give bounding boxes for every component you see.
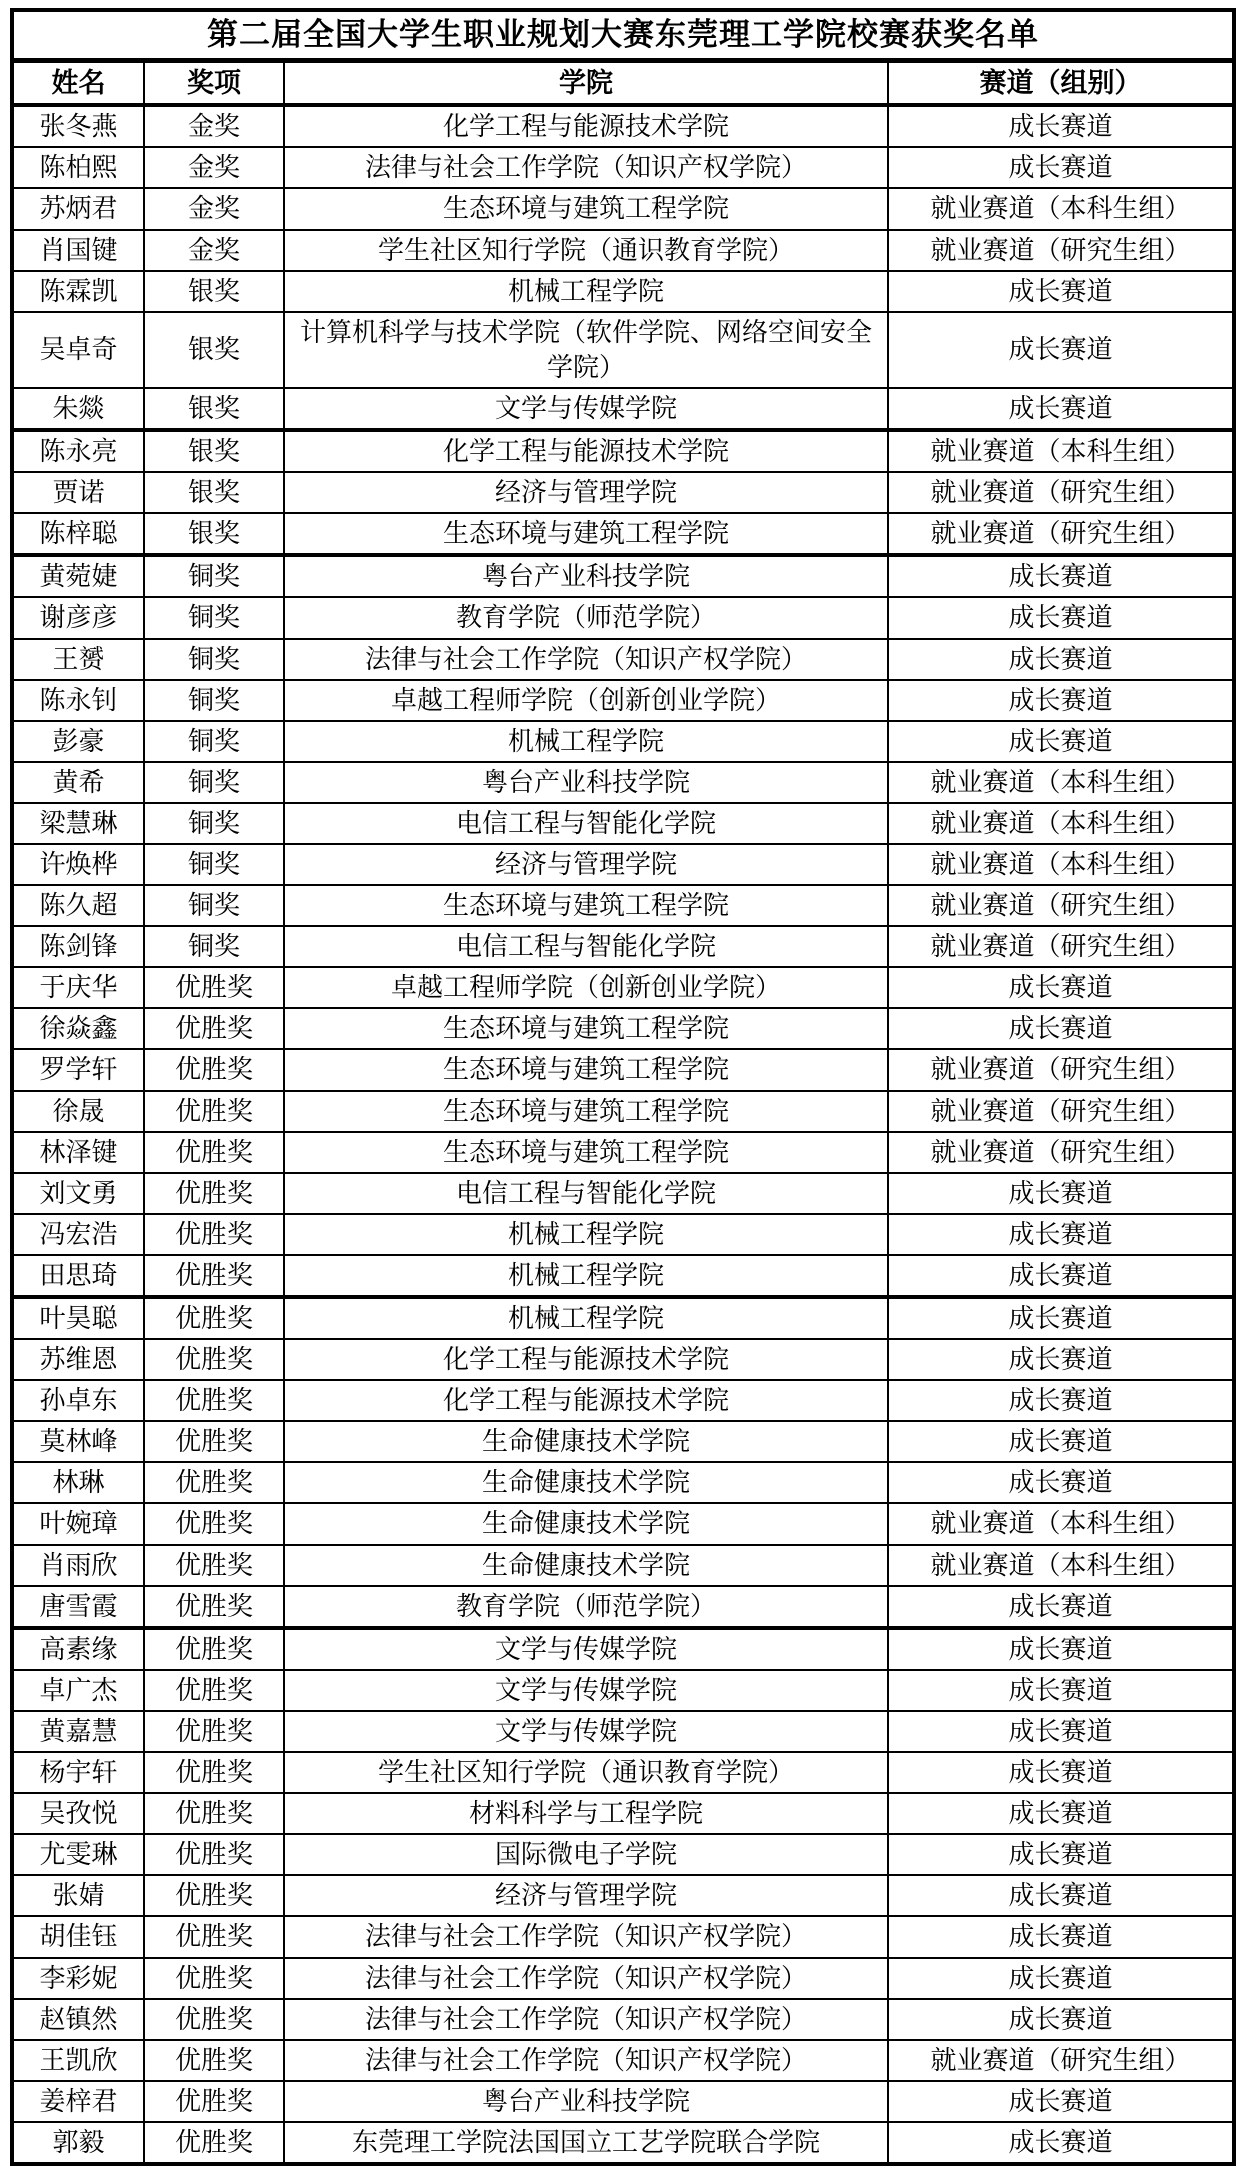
college-cell: 文学与传媒学院 <box>284 388 888 430</box>
track-cell: 成长赛道 <box>888 1628 1234 1670</box>
college-cell: 生态环境与建筑工程学院 <box>284 1091 888 1132</box>
track-cell: 成长赛道 <box>888 1421 1234 1462</box>
table-row <box>12 597 1234 638</box>
college-cell: 粤台产业科技学院 <box>284 2081 888 2122</box>
track-cell: 成长赛道 <box>888 105 1234 147</box>
table-row <box>12 430 1234 472</box>
column-header-name: 姓名 <box>12 60 144 105</box>
award-cell: 优胜奖 <box>144 1380 284 1421</box>
college-cell: 生态环境与建筑工程学院 <box>284 188 888 229</box>
award-cell: 优胜奖 <box>144 1008 284 1049</box>
award-cell: 铜奖 <box>144 555 284 597</box>
college-cell: 教育学院（师范学院） <box>284 597 888 638</box>
track-cell: 就业赛道（研究生组） <box>888 1132 1234 1173</box>
award-cell: 铜奖 <box>144 926 284 967</box>
award-cell: 优胜奖 <box>144 1462 284 1503</box>
column-header-award: 奖项 <box>144 60 284 105</box>
table-row <box>12 1999 1234 2040</box>
table-row <box>12 1670 1234 1711</box>
name-cell: 吴孜悦 <box>12 1793 144 1834</box>
name-cell: 黄菀婕 <box>12 555 144 597</box>
college-cell: 卓越工程师学院（创新创业学院） <box>284 967 888 1008</box>
college-cell: 文学与传媒学院 <box>284 1711 888 1752</box>
table-row <box>12 1173 1234 1214</box>
name-cell: 姜梓君 <box>12 2081 144 2122</box>
college-cell: 化学工程与能源技术学院 <box>284 1339 888 1380</box>
table-row <box>12 1462 1234 1503</box>
track-cell: 就业赛道（研究生组） <box>888 230 1234 271</box>
name-cell: 黄希 <box>12 762 144 803</box>
college-cell: 电信工程与智能化学院 <box>284 803 888 844</box>
award-cell: 优胜奖 <box>144 1999 284 2040</box>
table-row <box>12 762 1234 803</box>
name-cell: 莫林峰 <box>12 1421 144 1462</box>
track-cell: 成长赛道 <box>888 1670 1234 1711</box>
college-cell: 化学工程与能源技术学院 <box>284 430 888 472</box>
table-row <box>12 926 1234 967</box>
name-cell: 赵镇然 <box>12 1999 144 2040</box>
track-cell: 成长赛道 <box>888 1793 1234 1834</box>
name-cell: 陈永钊 <box>12 680 144 721</box>
college-cell: 生命健康技术学院 <box>284 1503 888 1544</box>
college-cell: 粤台产业科技学院 <box>284 555 888 597</box>
name-cell: 卓广杰 <box>12 1670 144 1711</box>
table-row <box>12 271 1234 312</box>
award-cell: 优胜奖 <box>144 1339 284 1380</box>
column-header-track: 赛道（组别） <box>888 60 1234 105</box>
award-cell: 优胜奖 <box>144 1049 284 1090</box>
award-cell: 优胜奖 <box>144 1916 284 1957</box>
table-title: 第二届全国大学生职业规划大赛东莞理工学院校赛获奖名单 <box>12 10 1234 60</box>
name-cell: 苏炳君 <box>12 188 144 229</box>
name-cell: 李彩妮 <box>12 1958 144 1999</box>
name-cell: 胡佳钰 <box>12 1916 144 1957</box>
award-cell: 银奖 <box>144 312 284 388</box>
track-cell: 成长赛道 <box>888 1834 1234 1875</box>
table-row <box>12 1091 1234 1132</box>
college-cell: 法律与社会工作学院（知识产权学院） <box>284 147 888 188</box>
college-cell: 法律与社会工作学院（知识产权学院） <box>284 1958 888 1999</box>
table-row <box>12 803 1234 844</box>
table-row <box>12 967 1234 1008</box>
track-cell: 成长赛道 <box>888 597 1234 638</box>
name-cell: 朱燚 <box>12 388 144 430</box>
name-cell: 叶婉璋 <box>12 1503 144 1544</box>
track-cell: 成长赛道 <box>888 967 1234 1008</box>
name-cell: 张冬燕 <box>12 105 144 147</box>
table-row <box>12 844 1234 885</box>
table-row <box>12 1752 1234 1793</box>
name-cell: 徐焱鑫 <box>12 1008 144 1049</box>
college-cell: 材料科学与工程学院 <box>284 1793 888 1834</box>
track-cell: 成长赛道 <box>888 1462 1234 1503</box>
table-row <box>12 105 1234 147</box>
track-cell: 成长赛道 <box>888 639 1234 680</box>
name-cell: 田思琦 <box>12 1255 144 1297</box>
college-cell: 生态环境与建筑工程学院 <box>284 1132 888 1173</box>
award-cell: 优胜奖 <box>144 1297 284 1339</box>
track-cell: 成长赛道 <box>888 1214 1234 1255</box>
track-cell: 成长赛道 <box>888 1173 1234 1214</box>
table-row <box>12 1380 1234 1421</box>
track-cell: 成长赛道 <box>888 1958 1234 1999</box>
table-row <box>12 2122 1234 2164</box>
table-row <box>12 230 1234 271</box>
college-cell: 法律与社会工作学院（知识产权学院） <box>284 1916 888 1957</box>
college-cell: 文学与传媒学院 <box>284 1670 888 1711</box>
award-cell: 铜奖 <box>144 680 284 721</box>
award-cell: 铜奖 <box>144 721 284 762</box>
track-cell: 成长赛道 <box>888 271 1234 312</box>
table-row <box>12 1049 1234 1090</box>
table-row <box>12 388 1234 430</box>
award-cell: 金奖 <box>144 105 284 147</box>
college-cell: 电信工程与智能化学院 <box>284 1173 888 1214</box>
name-cell: 彭豪 <box>12 721 144 762</box>
table-row <box>12 513 1234 555</box>
award-cell: 铜奖 <box>144 885 284 926</box>
college-cell: 机械工程学院 <box>284 1297 888 1339</box>
award-cell: 铜奖 <box>144 803 284 844</box>
name-cell: 叶昊聪 <box>12 1297 144 1339</box>
award-cell: 优胜奖 <box>144 1875 284 1916</box>
table-row <box>12 639 1234 680</box>
name-cell: 徐晟 <box>12 1091 144 1132</box>
name-cell: 许焕桦 <box>12 844 144 885</box>
college-cell: 机械工程学院 <box>284 721 888 762</box>
track-cell: 成长赛道 <box>888 1711 1234 1752</box>
college-cell: 学生社区知行学院（通识教育学院） <box>284 1752 888 1793</box>
college-cell: 生命健康技术学院 <box>284 1421 888 1462</box>
track-cell: 成长赛道 <box>888 1380 1234 1421</box>
college-cell: 化学工程与能源技术学院 <box>284 105 888 147</box>
track-cell: 成长赛道 <box>888 555 1234 597</box>
name-cell: 尤雯琳 <box>12 1834 144 1875</box>
college-cell: 学生社区知行学院（通识教育学院） <box>284 230 888 271</box>
award-cell: 优胜奖 <box>144 1173 284 1214</box>
track-cell: 成长赛道 <box>888 1339 1234 1380</box>
college-cell: 生态环境与建筑工程学院 <box>284 513 888 555</box>
award-cell: 铜奖 <box>144 762 284 803</box>
track-cell: 就业赛道（研究生组） <box>888 885 1234 926</box>
track-cell: 成长赛道 <box>888 1875 1234 1916</box>
award-cell: 优胜奖 <box>144 1834 284 1875</box>
name-cell: 林泽键 <box>12 1132 144 1173</box>
name-cell: 陈柏熙 <box>12 147 144 188</box>
track-cell: 成长赛道 <box>888 1297 1234 1339</box>
college-cell: 法律与社会工作学院（知识产权学院） <box>284 639 888 680</box>
column-header-college: 学院 <box>284 60 888 105</box>
award-cell: 优胜奖 <box>144 2040 284 2081</box>
name-cell: 陈梓聪 <box>12 513 144 555</box>
award-cell: 优胜奖 <box>144 2122 284 2164</box>
name-cell: 冯宏浩 <box>12 1214 144 1255</box>
table-row <box>12 1421 1234 1462</box>
table-row <box>12 147 1234 188</box>
track-cell: 成长赛道 <box>888 1008 1234 1049</box>
award-cell: 优胜奖 <box>144 1670 284 1711</box>
track-cell: 成长赛道 <box>888 1255 1234 1297</box>
college-cell: 电信工程与智能化学院 <box>284 926 888 967</box>
college-cell: 机械工程学院 <box>284 1255 888 1297</box>
college-cell: 计算机科学与技术学院（软件学院、网络空间安全学院） <box>284 312 888 388</box>
award-cell: 银奖 <box>144 513 284 555</box>
track-cell: 成长赛道 <box>888 680 1234 721</box>
track-cell: 就业赛道（研究生组） <box>888 513 1234 555</box>
table-header-row <box>12 60 1234 105</box>
college-cell: 经济与管理学院 <box>284 1875 888 1916</box>
name-cell: 梁慧琳 <box>12 803 144 844</box>
name-cell: 陈霖凯 <box>12 271 144 312</box>
award-cell: 金奖 <box>144 188 284 229</box>
table-row <box>12 1793 1234 1834</box>
award-cell: 银奖 <box>144 388 284 430</box>
track-cell: 成长赛道 <box>888 388 1234 430</box>
track-cell: 成长赛道 <box>888 1999 1234 2040</box>
table-title-row <box>12 10 1234 60</box>
college-cell: 粤台产业科技学院 <box>284 762 888 803</box>
name-cell: 孙卓东 <box>12 1380 144 1421</box>
track-cell: 就业赛道（研究生组） <box>888 1049 1234 1090</box>
table-row <box>12 721 1234 762</box>
college-cell: 生命健康技术学院 <box>284 1545 888 1586</box>
award-cell: 优胜奖 <box>144 967 284 1008</box>
track-cell: 成长赛道 <box>888 2122 1234 2164</box>
table-row <box>12 188 1234 229</box>
table-row <box>12 680 1234 721</box>
table-row <box>12 1834 1234 1875</box>
name-cell: 郭毅 <box>12 2122 144 2164</box>
award-cell: 优胜奖 <box>144 2081 284 2122</box>
track-cell: 成长赛道 <box>888 721 1234 762</box>
college-cell: 经济与管理学院 <box>284 472 888 513</box>
table-row <box>12 1214 1234 1255</box>
award-cell: 优胜奖 <box>144 1752 284 1793</box>
track-cell: 成长赛道 <box>888 1916 1234 1957</box>
table-row <box>12 1503 1234 1544</box>
table-row <box>12 1875 1234 1916</box>
award-cell: 金奖 <box>144 147 284 188</box>
award-cell: 优胜奖 <box>144 1958 284 1999</box>
name-cell: 黄嘉慧 <box>12 1711 144 1752</box>
award-cell: 优胜奖 <box>144 1793 284 1834</box>
college-cell: 法律与社会工作学院（知识产权学院） <box>284 1999 888 2040</box>
table-row <box>12 885 1234 926</box>
table-row <box>12 312 1234 388</box>
college-cell: 文学与传媒学院 <box>284 1628 888 1670</box>
award-cell: 银奖 <box>144 430 284 472</box>
track-cell: 就业赛道（本科生组） <box>888 1503 1234 1544</box>
award-table <box>10 8 1236 2166</box>
table-row <box>12 1545 1234 1586</box>
track-cell: 就业赛道（本科生组） <box>888 1545 1234 1586</box>
name-cell: 吴卓奇 <box>12 312 144 388</box>
table-row <box>12 1255 1234 1297</box>
track-cell: 就业赛道（本科生组） <box>888 430 1234 472</box>
track-cell: 就业赛道（本科生组） <box>888 188 1234 229</box>
track-cell: 就业赛道（研究生组） <box>888 926 1234 967</box>
award-cell: 优胜奖 <box>144 1132 284 1173</box>
college-cell: 生态环境与建筑工程学院 <box>284 1049 888 1090</box>
track-cell: 就业赛道（研究生组） <box>888 2040 1234 2081</box>
name-cell: 陈剑锋 <box>12 926 144 967</box>
track-cell: 成长赛道 <box>888 2081 1234 2122</box>
award-cell: 铜奖 <box>144 597 284 638</box>
college-cell: 教育学院（师范学院） <box>284 1586 888 1628</box>
college-cell: 卓越工程师学院（创新创业学院） <box>284 680 888 721</box>
award-cell: 优胜奖 <box>144 1091 284 1132</box>
award-cell: 铜奖 <box>144 639 284 680</box>
award-cell: 优胜奖 <box>144 1503 284 1544</box>
table-row <box>12 2081 1234 2122</box>
table-row <box>12 1297 1234 1339</box>
name-cell: 陈久超 <box>12 885 144 926</box>
name-cell: 刘文勇 <box>12 1173 144 1214</box>
college-cell: 生态环境与建筑工程学院 <box>284 885 888 926</box>
college-cell: 经济与管理学院 <box>284 844 888 885</box>
track-cell: 成长赛道 <box>888 147 1234 188</box>
table-row <box>12 1586 1234 1628</box>
award-cell: 优胜奖 <box>144 1586 284 1628</box>
college-cell: 东莞理工学院法国国立工艺学院联合学院 <box>284 2122 888 2164</box>
name-cell: 杨宇轩 <box>12 1752 144 1793</box>
track-cell: 成长赛道 <box>888 1752 1234 1793</box>
award-cell: 金奖 <box>144 230 284 271</box>
award-cell: 优胜奖 <box>144 1214 284 1255</box>
table-row <box>12 1711 1234 1752</box>
table-row <box>12 1008 1234 1049</box>
name-cell: 林琳 <box>12 1462 144 1503</box>
track-cell: 就业赛道（本科生组） <box>888 762 1234 803</box>
track-cell: 成长赛道 <box>888 1586 1234 1628</box>
name-cell: 苏维恩 <box>12 1339 144 1380</box>
track-cell: 就业赛道（本科生组） <box>888 803 1234 844</box>
award-cell: 银奖 <box>144 271 284 312</box>
name-cell: 唐雪霞 <box>12 1586 144 1628</box>
track-cell: 就业赛道（本科生组） <box>888 844 1234 885</box>
award-cell: 优胜奖 <box>144 1255 284 1297</box>
table-row <box>12 1339 1234 1380</box>
name-cell: 王凯欣 <box>12 2040 144 2081</box>
name-cell: 于庆华 <box>12 967 144 1008</box>
college-cell: 国际微电子学院 <box>284 1834 888 1875</box>
name-cell: 罗学轩 <box>12 1049 144 1090</box>
award-cell: 铜奖 <box>144 844 284 885</box>
award-cell: 优胜奖 <box>144 1628 284 1670</box>
name-cell: 谢彦彦 <box>12 597 144 638</box>
college-cell: 化学工程与能源技术学院 <box>284 1380 888 1421</box>
table-row <box>12 1132 1234 1173</box>
name-cell: 肖国键 <box>12 230 144 271</box>
college-cell: 机械工程学院 <box>284 271 888 312</box>
table-row <box>12 1628 1234 1670</box>
award-cell: 银奖 <box>144 472 284 513</box>
name-cell: 贾诺 <box>12 472 144 513</box>
award-cell: 优胜奖 <box>144 1421 284 1462</box>
name-cell: 高素缘 <box>12 1628 144 1670</box>
college-cell: 生命健康技术学院 <box>284 1462 888 1503</box>
track-cell: 就业赛道（研究生组） <box>888 472 1234 513</box>
name-cell: 陈永亮 <box>12 430 144 472</box>
college-cell: 法律与社会工作学院（知识产权学院） <box>284 2040 888 2081</box>
table-row <box>12 472 1234 513</box>
college-cell: 生态环境与建筑工程学院 <box>284 1008 888 1049</box>
table-row <box>12 1958 1234 1999</box>
table-row <box>12 1916 1234 1957</box>
award-cell: 优胜奖 <box>144 1711 284 1752</box>
name-cell: 肖雨欣 <box>12 1545 144 1586</box>
track-cell: 成长赛道 <box>888 312 1234 388</box>
table-row <box>12 555 1234 597</box>
track-cell: 就业赛道（研究生组） <box>888 1091 1234 1132</box>
college-cell: 机械工程学院 <box>284 1214 888 1255</box>
name-cell: 王赟 <box>12 639 144 680</box>
award-cell: 优胜奖 <box>144 1545 284 1586</box>
name-cell: 张婧 <box>12 1875 144 1916</box>
